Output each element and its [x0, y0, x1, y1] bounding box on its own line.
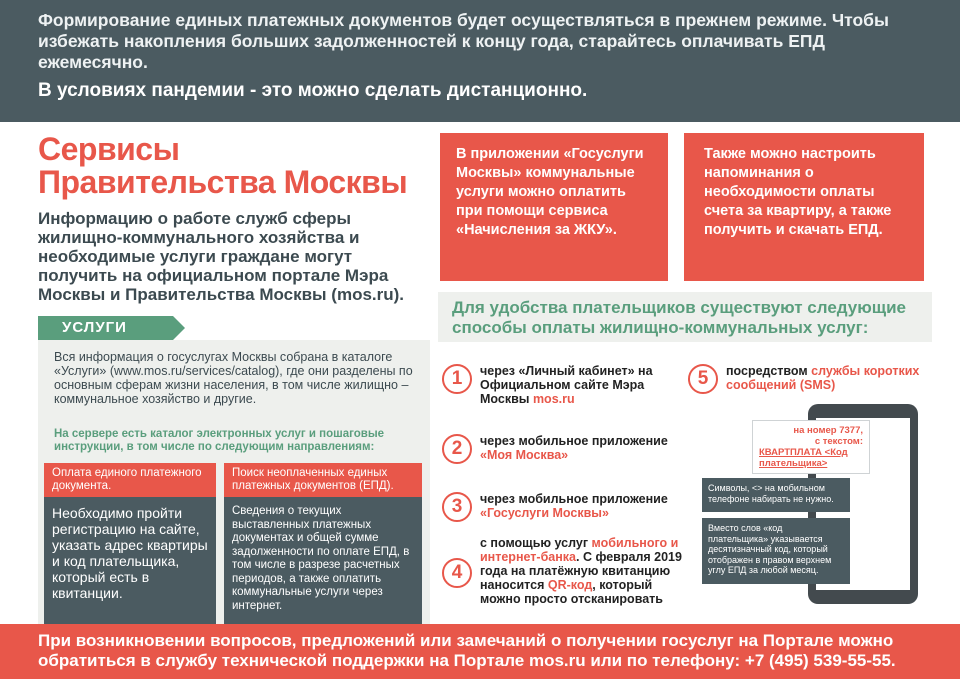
services-tab: УСЛУГИ	[38, 316, 173, 340]
sms-with-text: с текстом:	[814, 436, 863, 447]
sms-note-symbols: Символы, <> на мобильном телефоне набирать не нужно.	[702, 478, 850, 512]
card-find-epd	[224, 463, 422, 625]
banner-text-regular: Формирование единых платежных документов будет осуществляться в прежнем режиме. Чтобы избежать накопления больших задолженностей к концу года, старайтесь оплачивать ЕПД ежемесячно.	[38, 10, 889, 72]
method-number: 3	[442, 492, 472, 522]
method-number: 1	[442, 364, 472, 394]
method-number: 5	[688, 364, 718, 394]
sms-code: КВАРТПЛАТА <Код плательщика>	[759, 447, 848, 469]
method-text: через «Личный кабинет» на Официальном сайте Мэра Москвы mos.ru	[480, 364, 653, 406]
bottom-banner: При возникновении вопросов, предложений или замечаний о получении госуслуг на Портале можно обратиться в службу технической поддержки на Портале mos.ru или по телефону: +7 (495) 539-55-55.	[0, 624, 960, 679]
sms-bubble	[752, 420, 870, 474]
card-pay-epd-header: Оплата единого платежного документа.	[44, 463, 216, 497]
banner-text-pandemic: В условиях пандемии - это можно сделать дистанционно.	[38, 80, 588, 101]
method-text: с помощью услуг мобильного и интернет-банка. С февраля 2019 года на платёжную квитанцию наносится QR-код, который можно просто отсканировать	[480, 536, 682, 606]
services-panel	[38, 340, 430, 625]
reminders-box: Также можно настроить напоминания о необходимости оплаты счета за квартиру, а также получить и скачать ЕПД.	[684, 133, 924, 281]
page-title	[38, 133, 428, 199]
method-text: через мобильное приложение «Госуслуги Москвы»	[480, 492, 668, 520]
card-pay-epd	[44, 463, 216, 625]
card-find-epd-body: Сведения о текущих выставленных платежных документах и общей сумме задолженности по оплате ЕПД, в том числе в разрезе расчетных периодов, а также оплатить коммунальные услуги через интернет.	[224, 497, 422, 625]
sms-note-code: Вместо слов «код плательщика» указывается десятизначный код, который отображен в правом верхнем углу ЕПД за любой месяц.	[702, 518, 850, 584]
method-text: посредством службы коротких сообщений (SMS)	[726, 364, 920, 392]
card-find-epd-header: Поиск неоплаченных единых платежных документов (ЕПД).	[224, 463, 422, 497]
sms-number: на номер 7377,	[793, 425, 863, 436]
method-text: через мобильное приложение «Моя Москва»	[480, 434, 668, 462]
title-line-2: Правительства Москвы	[38, 164, 408, 200]
title-line-1: Сервисы	[38, 131, 180, 167]
app-box: В приложении «Госуслуги Москвы» коммунальные услуги можно оплатить при помощи сервиса «Начисления за ЖКУ».	[440, 133, 668, 281]
services-info: Вся информация о госуслугах Москвы собрана в каталоге «Услуги» (www.mos.ru/services/catalog), где они разделены по основным сферам жизни населения, в том числе жилищно – коммунальное хозяйство и другие.	[54, 350, 413, 406]
payment-ways-header: Для удобства плательщиков существуют следующие способы оплаты жилищно-коммунальных услуг:	[438, 292, 932, 342]
intro-text: Информацию о работе служб сферы жилищно-коммунального хозяйства и необходимые услуги граждане могут получить на официальном портале Мэра Москвы и Правительства Москвы (mos.ru).	[38, 209, 405, 304]
card-pay-epd-body: Необходимо пройти регистрацию на сайте, указать адрес квартиры и код плательщика, который есть в квитанции.	[44, 497, 216, 625]
method-number: 4	[442, 558, 472, 588]
top-banner	[0, 0, 960, 122]
method-number: 2	[442, 434, 472, 464]
catalog-note: На сервере есть каталог электронных услуг и пошаговые инструкции, в том числе по следующим направлениям:	[54, 428, 385, 453]
